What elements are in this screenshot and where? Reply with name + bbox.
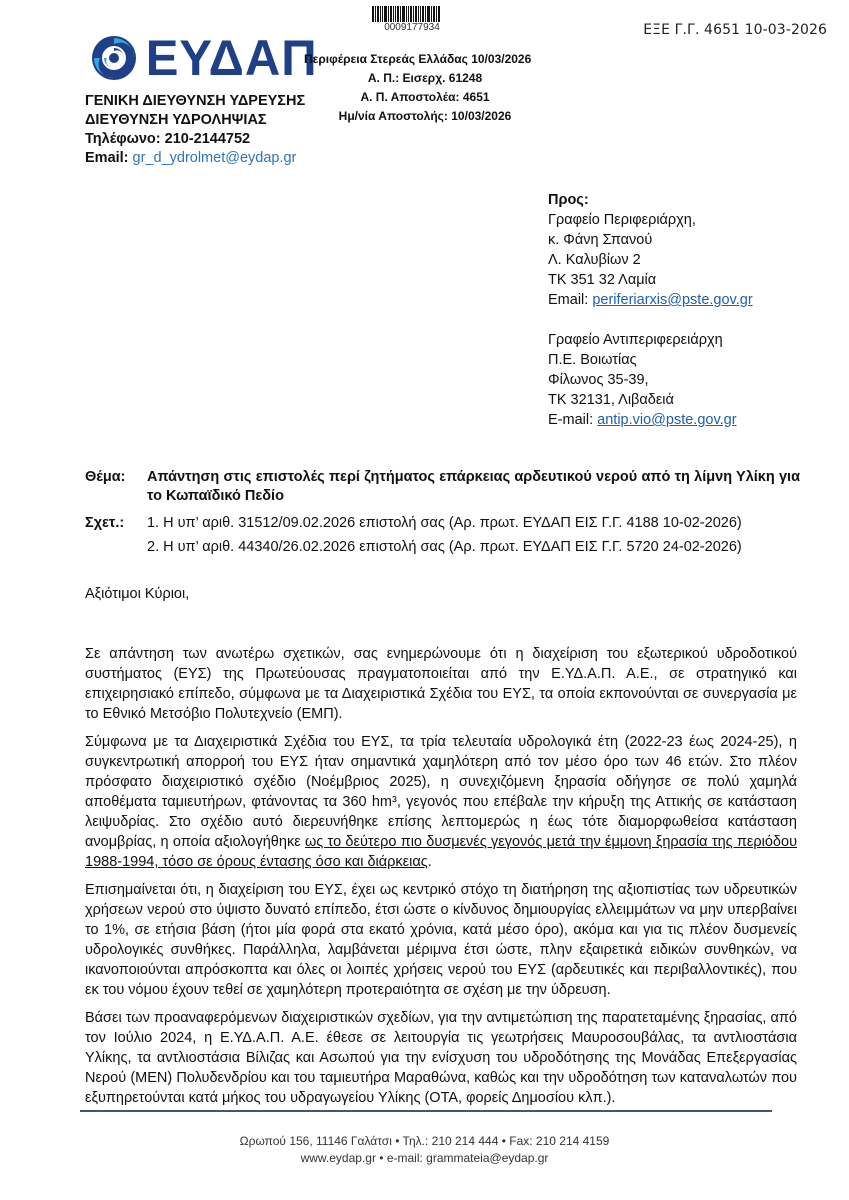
related-item-2: 2. Η υπ’ αριθ. 44340/26.02.2026 επιστολή σας (Αρ. πρωτ. ΕΥΔΑΠ ΕΙΣ Γ.Γ. 5720 24-02-2026): [147, 539, 742, 555]
paragraph-2-end: .: [427, 854, 432, 870]
recipient-1-email-label: Email:: [548, 292, 593, 308]
recipient-1-line-3: Λ. Καλυβίων 2: [548, 252, 641, 268]
sender-email-line: [85, 149, 305, 168]
recipients-label: Προς:: [548, 192, 589, 208]
subject-text: Απάντηση στις επιστολές περί ζητήματος επάρκειας αρδευτικού νερού από τη λίμνη Υλίκη για το Κωπαϊδικό Πεδίο: [147, 469, 800, 504]
paragraph-1: Σε απάντηση των ανωτέρω σχετικών, σας ενημερώνουμε ότι η διαχείριση του εξωτερικού υδροδοτικού συστήματος (ΕΥΣ) της Πρωτεύουσας πραγματοποιείται από την Ε.ΥΔ.Α.Π. Α.Ε., σε στρατηγικό και επιχειρησιακό επίπεδο, σύμφωνα με τα Διαχειριστικά Σχέδια του ΕΥΣ, τα οποία εκπονούνται σε συνεργασία με το Εθνικό Μετσόβιο Πολυτεχνείο (ΕΜΠ).: [85, 646, 797, 722]
recipient-1-email-link[interactable]: periferiarxis@pste.gov.gr: [592, 292, 753, 308]
outgoing-reference: ΕΞΕ Γ.Γ. 4651 10-03-2026: [643, 22, 827, 38]
sender-phone: Τηλέφωνο: 210-2144752: [85, 131, 251, 147]
paragraph-3: Επισημαίνεται ότι, η διαχείριση του ΕΥΣ, έχει ως κεντρικό στόχο τη διατήρηση της αξιοπιστίας των υδρευτικών χρήσεων νερού στο ύψιστο δυνατό επίπεδο, έτσι ώστε ο κίνδυνος δημιουργίας ελλειμμάτων να μην υπερβαίνει το 1%, σε ετήσια βάση (ήτοι μία φορά στα εκατό χρόνια, κατά μέσο όρο), ακόμα και για τις πλέον δυσμενείς υδρολογικές συνθήκες. Παράλληλα, λαμβάνεται μέριμνα έτσι ώστε, πλην εξαιρετικά ειδικών συνθηκών, να ικανοποιούνται απρόσκοπτα και όλες οι λοιπές χρήσεις νερού του ΕΥΣ (αρδευτικές και περιβαλλοντικές), που εκ του νόμου έχουν τεθεί σε χαμηλότερη προτεραιότητα σε σχέση με την ύδρευση.: [85, 882, 797, 998]
paragraph-2: [85, 732, 797, 872]
recipient-2-line-1: Γραφείο Αντιπεριφερειάρχη: [548, 332, 723, 348]
registry-line-1: Περιφέρεια Στερεάς Ελλάδας 10/03/2026: [304, 52, 532, 66]
recipient-2-email-link[interactable]: antip.vio@pste.gov.gr: [597, 412, 737, 428]
recipient-2-line-3: Φίλωνος 35-39,: [548, 372, 649, 388]
paragraph-4: Βάσει των προαναφερόμενων διαχειριστικών σχεδίων, για την αντιμετώπιση της παρατεταμένης ξηρασίας, από τον Ιούλιο 2024, η Ε.ΥΔ.Α.Π. Α.Ε. έθεσε σε λειτουργία τις γεωτρήσεις Μαυροσουβάλας, τα αντλιοστάσια Υλίκης, τα αντλιοστάσια Βίλιζας και Ασωπού για την ενίσχυση του υδροδότησης της Μονάδας Επεξεργασίας Νερού (ΜΕΝ) Πολυδενδρίου και του ταμιευτήρα Μαραθώνα, καθώς και την υδροδότηση των καταναλωτών που εξυπηρετούνται κατά μήκος του υδραγωγείου Υλίκης (ΟΤΑ, φορείς Δημοσίου κλπ.).: [85, 1010, 797, 1106]
recipient-2-line-2: Π.Ε. Βοιωτίας: [548, 352, 637, 368]
recipient-1-line-4: ΤΚ 351 32 Λαμία: [548, 272, 657, 288]
recipient-1-line-1: Γραφείο Περιφεριάρχη,: [548, 212, 696, 228]
recipients: [548, 190, 753, 430]
related-references: [85, 511, 815, 559]
subject-label: Θέμα:: [85, 469, 126, 485]
registry-line-4: Ημ/νία Αποστολής: 10/03/2026: [338, 109, 512, 123]
letter-body: [85, 584, 797, 1116]
footer-web: www.eydap.gr • e-mail: grammateia@eydap.gr: [300, 1151, 549, 1165]
recipient-2-email-line: [548, 410, 753, 430]
recipient-1-email-line: [548, 290, 753, 310]
paragraph-2-text: Σύμφωνα με τα Διαχειριστικά Σχέδια του ΕΥΣ, τα τρία τελευταία υδρολογικά έτη (2022-23 έως 2024-25), η συγκεντρωτική απορροή του ΕΥΣ ήταν σημαντικά χαμηλότερη από τον μέσο όρο των 46 ετών. Στο πλέον πρόσφατο διαχειριστικό σχέδιο (Νοέμβριος 2025), η συνεχιζόμενη ξηρασία οδήγησε σε πολύ χαμηλά αποθέματα ταμιευτήρων, φτάνοντας τα 360 hm³, γεγονός που επέβαλε την κήρυξη της Αττικής σε κατάσταση λειψυδρίας. Στο σχέδιο αυτό διερευνήθηκε επίσης λεπτομερώς η έως τότε διαμορφωθείσα κατάσταση ανομβρίας, η οποία αξιολογήθηκε: [85, 734, 797, 850]
footer: [0, 1133, 849, 1167]
registry-line-2: Α. Π.: Εισερχ. 61248: [367, 71, 483, 85]
recipient-2-line-4: ΤΚ 32131, Λιβαδειά: [548, 392, 674, 408]
barcode: [372, 6, 450, 22]
registry-stamp: [300, 50, 550, 126]
sender-email-label: Email:: [85, 150, 129, 166]
footer-address: Ωρωπού 156, 11146 Γαλάτσι • Τηλ.: 210 214 444 • Fax: 210 214 4159: [239, 1134, 610, 1148]
greeting: Αξιότιμοι Κύριοι,: [85, 586, 190, 602]
eydap-logo: [90, 30, 319, 86]
recipient-2-email-label: E-mail:: [548, 412, 598, 428]
related-label: Σχετ.:: [85, 515, 125, 531]
sender-email-link[interactable]: gr_d_ydrolmet@eydap.gr: [132, 150, 297, 166]
barcode-number: 0009177934: [384, 22, 440, 33]
registry-line-3: Α. Π. Αποστολέα: 4651: [360, 90, 490, 104]
logo-text: ΕΥΔΑΠ: [145, 30, 318, 86]
directorate: ΔΙΕΥΘΥΝΣΗ ΥΔΡΟΛΗΨΙΑΣ: [85, 112, 267, 128]
sender-department: [85, 92, 305, 168]
paragraph-2-underlined: ως το δεύτερο πιο δυσμενές γεγονός μετά την έμμονη ξηρασία της περιόδου 1988-1994, τόσο σε όρους έντασης όσο και διάρκειας: [85, 834, 797, 870]
subject: [85, 468, 800, 506]
footer-divider: [80, 1110, 772, 1112]
related-item-1: 1. Η υπ’ αριθ. 31512/09.02.2026 επιστολή σας (Αρ. πρωτ. ΕΥΔΑΠ ΕΙΣ Γ.Γ. 4188 10-02-2026): [147, 515, 742, 531]
swirl-logo-icon: [90, 34, 138, 82]
general-directorate: ΓΕΝΙΚΗ ΔΙΕΥΘΥΝΣΗ ΥΔΡΕΥΣΗΣ: [85, 93, 306, 109]
recipient-1-line-2: κ. Φάνη Σπανού: [548, 232, 653, 248]
